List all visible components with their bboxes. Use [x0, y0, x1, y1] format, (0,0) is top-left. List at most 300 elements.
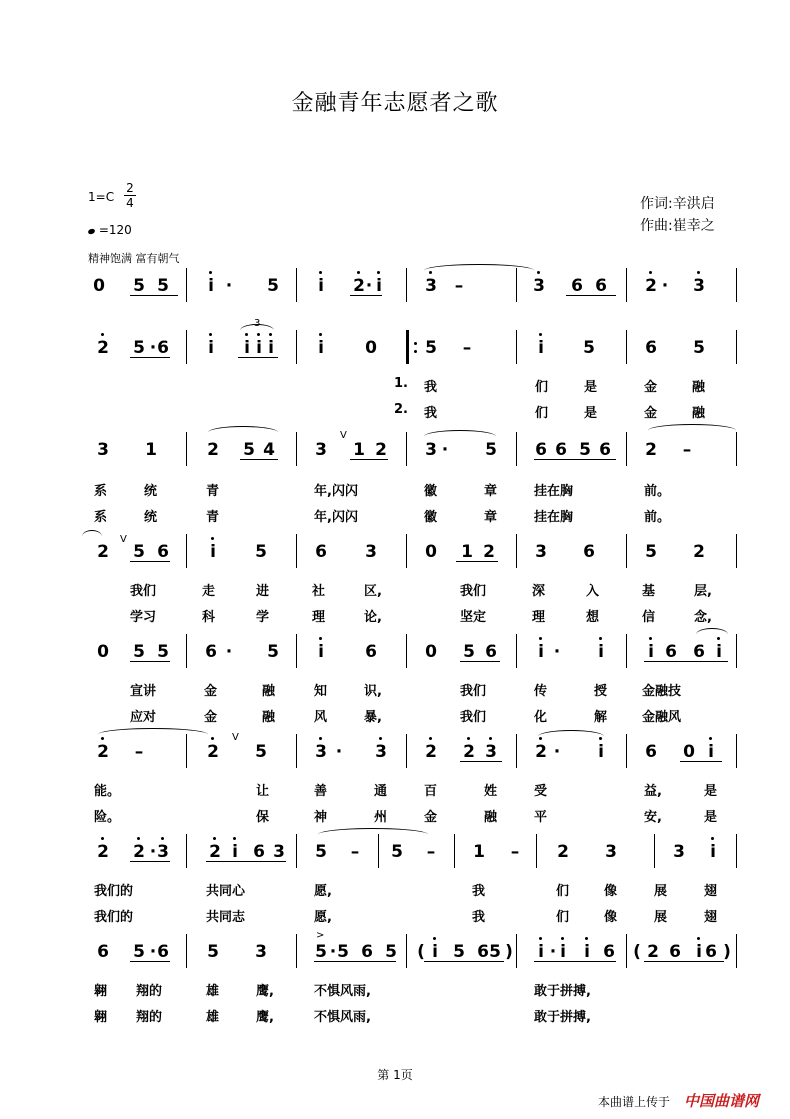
note: 3 [273, 842, 285, 862]
lyric: 金 [424, 810, 438, 825]
high-octave-dot [697, 271, 700, 274]
note: i [314, 276, 328, 296]
lyric: 们 [556, 910, 570, 925]
note: 3 [532, 276, 546, 296]
lyric: 信 [642, 610, 656, 625]
note: 3 [425, 440, 437, 460]
lyric: 宣讲 [130, 684, 157, 699]
lyric: 层, [694, 584, 712, 599]
barline [186, 432, 187, 466]
staff [88, 734, 738, 768]
time-bottom: 4 [126, 196, 134, 210]
note: 5 [267, 642, 279, 662]
high-octave-dot [319, 637, 322, 640]
lyric: 传 [534, 684, 548, 699]
lyric: 敢于拼搏, [534, 984, 591, 999]
note: i [594, 742, 608, 762]
composer: 作曲:崔幸之 [640, 218, 715, 234]
high-octave-dot [211, 537, 214, 540]
lyric: 区, [364, 584, 382, 599]
high-octave-dot [377, 271, 380, 274]
note: 2 [97, 542, 109, 562]
note: 6 [599, 440, 611, 460]
barline [186, 534, 187, 568]
lyric: 走 [202, 584, 216, 599]
barline [736, 634, 737, 668]
note: i [252, 338, 266, 358]
note: 5 [385, 942, 397, 962]
lyric: 进 [256, 584, 270, 599]
lyric: 科 [202, 610, 216, 625]
lyric: 我们 [130, 584, 157, 599]
lyric: 念, [694, 610, 712, 625]
barline [296, 934, 297, 968]
high-octave-dot [539, 637, 542, 640]
lyric: 们 [535, 380, 549, 395]
note: 2 [483, 542, 495, 562]
lyric: 融 [692, 380, 706, 395]
lyric: 百 [424, 784, 438, 799]
note: i [712, 642, 726, 662]
lyric: 我们 [460, 584, 487, 599]
lyric: 我 [472, 910, 486, 925]
paren-close: ) [723, 942, 731, 962]
lyric: 敢于拼搏, [534, 1010, 591, 1025]
staff [88, 268, 738, 302]
barline [626, 934, 627, 968]
high-octave-dot [319, 737, 322, 740]
slur [424, 264, 534, 277]
dot: · [335, 742, 343, 762]
dash: – [426, 842, 436, 862]
barline [516, 432, 517, 466]
note: 2 [375, 440, 387, 460]
staff [88, 534, 738, 568]
barline [186, 934, 187, 968]
high-octave-dot [379, 737, 382, 740]
note: i [314, 338, 328, 358]
lyric: 解 [594, 710, 608, 725]
high-octave-dot [269, 333, 272, 336]
lyric: 社 [312, 584, 326, 599]
note: 2 [645, 440, 657, 460]
rest: 0 [425, 542, 437, 562]
dot: · [365, 276, 373, 296]
barline [296, 268, 297, 302]
high-octave-dot [211, 737, 214, 740]
note: 5 [489, 942, 501, 962]
paren-close: ) [505, 942, 513, 962]
high-octave-dot [433, 937, 436, 940]
lyric: 我们的 [94, 884, 134, 899]
lyric: 雄 [206, 984, 220, 999]
barline [516, 330, 517, 364]
lyric: 统 [144, 510, 158, 525]
lyric: 前。 [644, 510, 671, 525]
dash: – [510, 842, 520, 862]
note: 0 [93, 276, 105, 296]
note: 5 [133, 642, 145, 662]
lyric: 翱 [94, 1010, 108, 1025]
note: i [206, 542, 220, 562]
lyric: 翅 [704, 910, 718, 925]
high-octave-dot [429, 737, 432, 740]
note: 3 [374, 742, 388, 762]
high-octave-dot [649, 271, 652, 274]
note: 2 [644, 276, 658, 296]
note: i [580, 942, 594, 962]
high-octave-dot [467, 737, 470, 740]
lyric: 融 [484, 810, 498, 825]
lyric: 是 [584, 380, 598, 395]
note: 1 [145, 440, 157, 460]
high-octave-dot [709, 737, 712, 740]
barline [296, 834, 297, 868]
lyric: 雄 [206, 1010, 220, 1025]
barline [186, 330, 187, 364]
barline [296, 432, 297, 466]
note: 1 [461, 542, 473, 562]
lyric: 系 [94, 510, 108, 525]
lyric: 识, [364, 684, 382, 699]
note: 3 [255, 942, 267, 962]
lyric: 让 [256, 784, 270, 799]
high-octave-dot [599, 737, 602, 740]
barline [626, 330, 627, 364]
barline [406, 634, 407, 668]
lyric: 金 [644, 406, 658, 421]
note: 5 [579, 440, 591, 460]
barline [296, 734, 297, 768]
note: 2 [206, 742, 220, 762]
high-octave-dot [697, 937, 700, 940]
note: 6 [157, 942, 169, 962]
note: 5 [693, 338, 705, 358]
high-octave-dot [717, 637, 720, 640]
lyric: 坚定 [460, 610, 487, 625]
lyric: 金 [204, 684, 218, 699]
lyric: 愿, [314, 884, 332, 899]
note: 2 [96, 842, 110, 862]
lyric: 平 [534, 810, 548, 825]
note: 2 [208, 842, 222, 862]
note: 6 [361, 942, 373, 962]
high-octave-dot [539, 937, 542, 940]
note: 3 [315, 440, 327, 460]
note: i [228, 842, 242, 862]
dash: – [454, 276, 464, 296]
accent-mark: > [316, 930, 325, 941]
note: 3 [673, 842, 685, 862]
lyric: 愿, [314, 910, 332, 925]
note: 6 [693, 642, 705, 662]
dot: · [225, 276, 233, 296]
lyric: 像 [604, 910, 618, 925]
key-signature [88, 190, 114, 204]
note: i [534, 338, 548, 358]
lyric: 安, [644, 810, 662, 825]
dot: · [149, 942, 157, 962]
barline [516, 534, 517, 568]
note: 5 [133, 542, 145, 562]
song-title: 金融青年志愿者之歌 [291, 91, 499, 116]
dot: · [329, 942, 337, 962]
high-octave-dot [561, 937, 564, 940]
note: 5 [463, 642, 475, 662]
barline [736, 268, 737, 302]
barline [406, 734, 407, 768]
dot: · [149, 338, 157, 358]
barline [626, 634, 627, 668]
note: 5 [133, 276, 145, 296]
dash: – [350, 842, 360, 862]
note: 5 [207, 942, 219, 962]
paren-open: ( [417, 942, 425, 962]
lyric: 神 [314, 810, 328, 825]
lyric: 学 [256, 610, 270, 625]
note: 6 [535, 440, 547, 460]
barline [296, 330, 297, 364]
lyric: 展 [654, 884, 668, 899]
note: 5 [267, 276, 279, 296]
note: 6 [583, 542, 595, 562]
lyric: 系 [94, 484, 108, 499]
key-label: 1=C [88, 190, 115, 204]
note: 1 [473, 842, 485, 862]
lyric: 授 [594, 684, 608, 699]
note: i [534, 642, 548, 662]
lyric: 章 [484, 484, 498, 499]
repeat-dot [414, 350, 417, 353]
lyric: 理 [532, 610, 546, 625]
lyric: 能。 [94, 784, 121, 799]
high-octave-dot [539, 737, 542, 740]
lyric: 挂在胸 [534, 510, 574, 525]
barline [406, 934, 407, 968]
repeat-start [406, 330, 411, 364]
note: 6 [669, 942, 681, 962]
breath-mark: V [232, 732, 239, 743]
lyric: 是 [704, 784, 718, 799]
high-octave-dot [599, 637, 602, 640]
lyric: 我 [424, 380, 438, 395]
note: 2 [462, 742, 476, 762]
lyric: 金 [204, 710, 218, 725]
dot: · [549, 942, 557, 962]
note: 6 [205, 642, 217, 662]
note: 6 [477, 942, 489, 962]
dot: · [441, 440, 449, 460]
lyric: 展 [654, 910, 668, 925]
note: 2 [693, 542, 705, 562]
lyric: 是 [704, 810, 718, 825]
barline [406, 432, 407, 466]
barline [736, 330, 737, 364]
note: 2 [424, 742, 438, 762]
slur [98, 728, 208, 741]
lyric: 金融技 [642, 684, 682, 699]
lyric: 共同心 [206, 884, 246, 899]
note: i [314, 642, 328, 662]
lyric: 翅 [704, 884, 718, 899]
barline [736, 834, 737, 868]
time-top: 2 [126, 181, 134, 195]
note: 3 [314, 742, 328, 762]
note: 5 [485, 440, 497, 460]
dash: – [462, 338, 472, 358]
high-octave-dot [711, 837, 714, 840]
note: 5 [243, 440, 255, 460]
repeat-dot [414, 342, 417, 345]
high-octave-dot [319, 333, 322, 336]
barline [736, 534, 737, 568]
note: 6 [705, 942, 717, 962]
note: 2 [207, 440, 219, 460]
note: 5 [315, 842, 327, 862]
lyric: 翱 [94, 984, 108, 999]
note: 6 [157, 542, 169, 562]
dot: · [553, 642, 561, 662]
note: i [534, 942, 548, 962]
page-number: 第 1页 [377, 1068, 413, 1082]
note: i [264, 338, 278, 358]
lyric: 青 [206, 484, 220, 499]
note: i [644, 642, 658, 662]
barline [516, 634, 517, 668]
lyric: 州 [374, 810, 388, 825]
barline [406, 534, 407, 568]
barline [626, 534, 627, 568]
note: i [240, 338, 254, 358]
note: 6 [645, 742, 657, 762]
lyric: 学习 [130, 610, 157, 625]
note: 6 [571, 276, 583, 296]
lyric: 们 [535, 406, 549, 421]
note: 5 [133, 942, 145, 962]
lyric: 应对 [130, 710, 157, 725]
high-octave-dot [585, 937, 588, 940]
barline [406, 268, 407, 302]
verse-number: 2. [394, 402, 408, 417]
note: 3 [484, 742, 498, 762]
high-octave-dot [101, 333, 104, 336]
note: 5 [337, 942, 349, 962]
lyric: 通 [374, 784, 388, 799]
lyric: 不惧风雨, [314, 984, 371, 999]
lyric: 翔的 [136, 1010, 163, 1025]
lyric: 我 [424, 406, 438, 421]
lyric: 鹰, [256, 1010, 274, 1025]
barline [626, 268, 627, 302]
lyric: 知 [314, 684, 328, 699]
note: i [372, 276, 386, 296]
barline [626, 432, 627, 466]
note: 3 [156, 842, 170, 862]
lyric: 金 [644, 380, 658, 395]
site-logo[interactable]: 中国曲谱网 [684, 1092, 760, 1110]
barline [516, 734, 517, 768]
note: i [706, 842, 720, 862]
expression-mark: 精神饱满 富有朝气 [88, 252, 180, 265]
rest: 0 [365, 338, 377, 358]
barline [186, 834, 187, 868]
lyric: 年,闪闪 [314, 510, 358, 525]
note: 1 [353, 440, 365, 460]
rest: 0 [425, 642, 437, 662]
breath-mark: V [340, 430, 347, 441]
slur [208, 426, 278, 439]
upload-source-label: 本曲谱上传于 [598, 1095, 671, 1109]
lyric: 融 [262, 710, 276, 725]
lyric: 融 [692, 406, 706, 421]
note: 3 [692, 276, 706, 296]
note: 5 [315, 942, 327, 962]
note: i [204, 338, 218, 358]
note: 2 [557, 842, 569, 862]
barline [296, 634, 297, 668]
note: i [594, 642, 608, 662]
high-octave-dot [539, 333, 542, 336]
note: 6 [315, 542, 327, 562]
lyric: 理 [312, 610, 326, 625]
note: 5 [583, 338, 595, 358]
note: 6 [645, 338, 657, 358]
note: 6 [595, 276, 607, 296]
lyric: 青 [206, 510, 220, 525]
note: 5 [255, 542, 267, 562]
high-octave-dot [245, 333, 248, 336]
note: 6 [665, 642, 677, 662]
lyric: 像 [604, 884, 618, 899]
lyric: 前。 [644, 484, 671, 499]
high-octave-dot [537, 271, 540, 274]
note: i [556, 942, 570, 962]
note: 2 [96, 742, 110, 762]
lyric: 善 [314, 784, 328, 799]
lyric: 不惧风雨, [314, 1010, 371, 1025]
breath-mark: V [120, 534, 127, 545]
lyric: 们 [556, 884, 570, 899]
high-octave-dot [101, 837, 104, 840]
note: 6 [365, 642, 377, 662]
barline [516, 934, 517, 968]
lyric: 受 [534, 784, 548, 799]
barline [536, 834, 537, 868]
note: 2 [647, 942, 659, 962]
lyric: 深 [532, 584, 546, 599]
high-octave-dot [209, 333, 212, 336]
note: i [692, 942, 706, 962]
lyric: 章 [484, 510, 498, 525]
note: 5 [453, 942, 465, 962]
lyric: 年,闪闪 [314, 484, 358, 499]
lyric: 挂在胸 [534, 484, 574, 499]
staff [88, 318, 738, 364]
dot: · [149, 842, 157, 862]
quarter-note-icon [87, 228, 95, 235]
note: 2 [534, 742, 548, 762]
note: 6 [485, 642, 497, 662]
note: 2 [352, 276, 366, 296]
barline [454, 834, 455, 868]
high-octave-dot [429, 271, 432, 274]
note: 6 [603, 942, 615, 962]
lyric: 鹰, [256, 984, 274, 999]
high-octave-dot [137, 837, 140, 840]
note: 5 [255, 742, 267, 762]
high-octave-dot [357, 271, 360, 274]
dot: · [553, 742, 561, 762]
